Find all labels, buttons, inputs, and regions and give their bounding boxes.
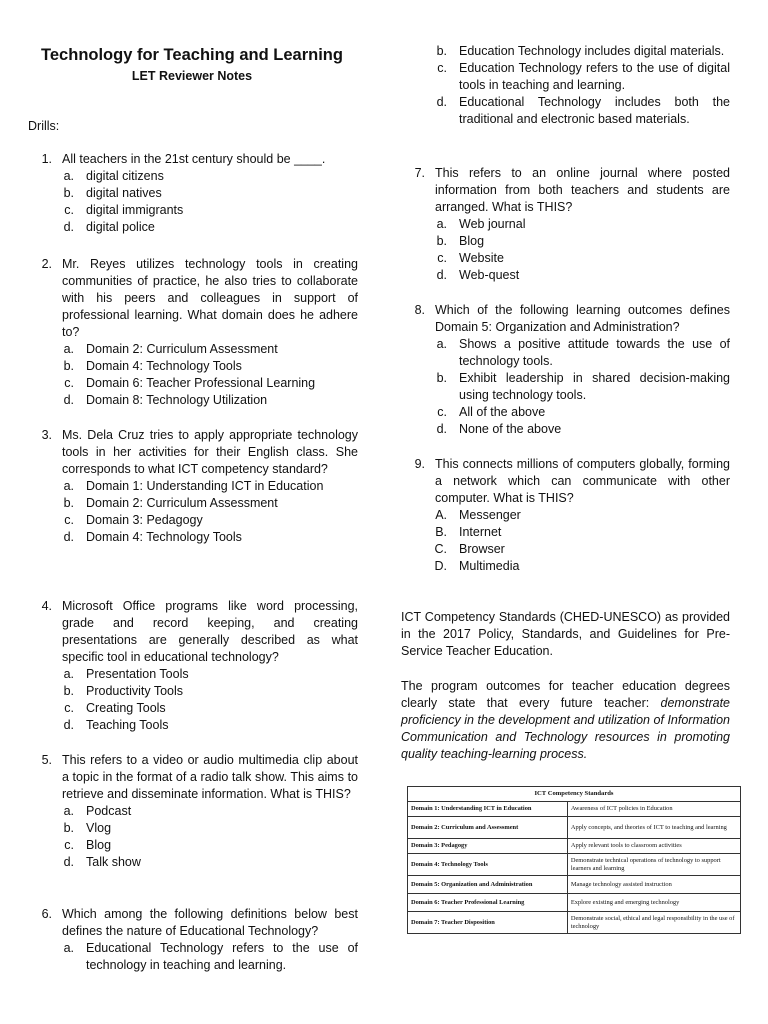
- question-text: Mr. Reyes utilizes technology tools in creating communities of practice, he also tries to collaborate with his peers and colleagues in support of professional learning. What domain does he adhere to?: [62, 257, 358, 339]
- option-letter: b.: [63, 821, 74, 835]
- answer-option: [28, 854, 358, 871]
- option-text: Creating Tools: [86, 701, 166, 715]
- answer-option: [28, 820, 358, 837]
- answer-option: [28, 358, 358, 375]
- ict-table-title: ICT Competency Standards: [408, 787, 741, 802]
- option-letter: d.: [436, 422, 447, 436]
- answer-option: [28, 529, 358, 546]
- domain-cell: Domain 4: Technology Tools: [408, 854, 568, 876]
- domain-cell: Domain 2: Curriculum and Assessment: [408, 817, 568, 839]
- question-2: [28, 256, 358, 409]
- option-letter: D.: [434, 559, 447, 573]
- question-text: This refers to an online journal where posted information from both teachers and students are arranged. What is THIS?: [435, 166, 730, 214]
- option-letter: b.: [63, 186, 74, 200]
- answer-option: [401, 250, 730, 267]
- option-letter: c.: [437, 251, 447, 265]
- program-outcomes-emphasis: demonstrate proficiency in the development and utilization of Information Communication and Technology resources in promoting quality teaching-learning process.: [401, 696, 730, 761]
- program-outcomes-paragraph: [401, 678, 730, 763]
- table-row: [408, 839, 741, 854]
- option-text: Domain 3: Pedagogy: [86, 513, 203, 527]
- answer-option: [401, 524, 730, 541]
- question-number: 6.: [41, 907, 52, 921]
- answer-option: [401, 336, 730, 370]
- option-letter: c.: [437, 61, 447, 75]
- option-text: Multimedia: [459, 559, 520, 573]
- question-number: 1.: [41, 152, 52, 166]
- option-text: Domain 2: Curriculum Assessment: [86, 496, 278, 510]
- option-letter: C.: [434, 542, 447, 556]
- option-letter: d.: [63, 855, 74, 869]
- answer-option: [28, 512, 358, 529]
- ict-competency-table: [407, 786, 741, 934]
- option-text: digital police: [86, 220, 155, 234]
- domain-cell: Domain 6: Teacher Professional Learning: [408, 894, 568, 912]
- answer-option: [401, 43, 730, 60]
- program-outcomes-text: The program outcomes for teacher education degrees clearly state that every future teacher:: [401, 679, 730, 710]
- option-text: Education Technology includes digital materials.: [459, 44, 725, 58]
- option-text: Presentation Tools: [86, 667, 189, 681]
- option-letter: a.: [63, 342, 74, 356]
- answer-option: [28, 837, 358, 854]
- description-cell: Awareness of ICT policies in Education: [567, 802, 740, 817]
- option-letter: d.: [63, 718, 74, 732]
- option-letter: c.: [64, 701, 74, 715]
- answer-option: [401, 421, 730, 438]
- description-cell: Apply concepts, and theories of ICT to teaching and learning: [567, 817, 740, 839]
- option-text: digital natives: [86, 186, 162, 200]
- option-text: Web journal: [459, 217, 526, 231]
- table-row: [408, 854, 741, 876]
- question-6-continued: [401, 43, 730, 128]
- option-text: Domain 4: Technology Tools: [86, 530, 242, 544]
- answer-option: [28, 683, 358, 700]
- question-text: Microsoft Office programs like word processing, grade and record keeping, and creating presentations are generally described as what specific tool in educational technology?: [62, 599, 358, 664]
- option-letter: c.: [64, 513, 74, 527]
- question-text: Which among the following definitions below best defines the nature of Educational Technology?: [62, 907, 358, 938]
- option-text: Educational Technology refers to the use of technology in teaching and learning.: [86, 941, 358, 972]
- option-text: Domain 8: Technology Utilization: [86, 393, 268, 407]
- option-letter: a.: [63, 804, 74, 818]
- question-text: This refers to a video or audio multimedia clip about a topic in the format of a radio talk show. This aims to retrieve and disseminate information. What is THIS?: [62, 753, 358, 801]
- option-letter: d.: [436, 268, 447, 282]
- option-text: Teaching Tools: [86, 718, 169, 732]
- answer-option: [28, 219, 358, 236]
- question-5: [28, 752, 358, 871]
- domain-cell: Domain 5: Organization and Administration: [408, 876, 568, 894]
- option-text: Vlog: [86, 821, 112, 835]
- answer-option: [401, 404, 730, 421]
- option-letter: a.: [63, 667, 74, 681]
- option-text: digital citizens: [86, 169, 164, 183]
- answer-option: [28, 185, 358, 202]
- option-text: Website: [459, 251, 504, 265]
- answer-option: [28, 803, 358, 820]
- question-number: 8.: [414, 303, 425, 317]
- option-letter: a.: [63, 479, 74, 493]
- answer-option: [401, 216, 730, 233]
- description-cell: Demonstrate technical operations of technology to support learners and learning: [567, 854, 740, 876]
- option-text: Domain 4: Technology Tools: [86, 359, 242, 373]
- question-number: 4.: [41, 599, 52, 613]
- option-letter: d.: [63, 393, 74, 407]
- option-text: Blog: [86, 838, 112, 852]
- option-letter: d.: [436, 95, 447, 109]
- answer-option: [28, 700, 358, 717]
- answer-option: [28, 495, 358, 512]
- option-text: Web-quest: [459, 268, 520, 282]
- table-row: [408, 876, 741, 894]
- question-number: 3.: [41, 428, 52, 442]
- question-4: [28, 598, 358, 734]
- question-6: [28, 906, 358, 974]
- option-letter: A.: [435, 508, 447, 522]
- question-1: [28, 151, 358, 236]
- question-number: 9.: [414, 457, 425, 471]
- option-text: None of the above: [459, 422, 562, 436]
- option-letter: c.: [437, 405, 447, 419]
- option-letter: b.: [436, 371, 447, 385]
- question-text: Which of the following learning outcomes defines Domain 5: Organization and Administration?: [435, 303, 730, 334]
- question-text: All teachers in the 21st century should be ____.: [62, 152, 326, 166]
- option-letter: b.: [436, 44, 447, 58]
- ict-standards-paragraph: ICT Competency Standards (CHED-UNESCO) as provided in the 2017 Policy, Standards, and Guidelines for Pre-Service Teacher Education.: [401, 610, 730, 658]
- option-text: digital immigrants: [86, 203, 184, 217]
- answer-option: [28, 666, 358, 683]
- option-text: All of the above: [459, 405, 546, 419]
- table-row: [408, 894, 741, 912]
- document-title: Technology for Teaching and Learning: [41, 46, 343, 64]
- answer-option: [401, 60, 730, 94]
- option-letter: d.: [63, 220, 74, 234]
- question-number: 7.: [414, 166, 425, 180]
- document-subtitle: LET Reviewer Notes: [131, 69, 253, 83]
- question-9: [401, 456, 730, 575]
- answer-option: [28, 940, 358, 974]
- question-number: 2.: [41, 257, 52, 271]
- question-text: This connects millions of computers globally, forming a network which can communicate with other computer. What is THIS?: [435, 457, 730, 505]
- option-text: Exhibit leadership in shared decision-making using technology tools.: [459, 371, 730, 402]
- option-text: Education Technology refers to the use of digital tools in teaching and learning.: [459, 61, 730, 92]
- question-8: [401, 302, 730, 438]
- option-letter: a.: [63, 169, 74, 183]
- description-cell: Manage technology assisted instruction: [567, 876, 740, 894]
- option-text: Browser: [459, 542, 505, 556]
- option-letter: d.: [63, 530, 74, 544]
- answer-option: [28, 717, 358, 734]
- option-letter: c.: [64, 203, 74, 217]
- answer-option: [401, 267, 730, 284]
- description-cell: Demonstrate social, ethical and legal responsibility in the use of technology: [567, 912, 740, 934]
- answer-option: [401, 507, 730, 524]
- option-text: Domain 2: Curriculum Assessment: [86, 342, 278, 356]
- option-letter: b.: [63, 359, 74, 373]
- option-letter: b.: [63, 684, 74, 698]
- question-text: Ms. Dela Cruz tries to apply appropriate technology tools in her activities for their English class. She corresponds to what ICT competency standard?: [62, 428, 358, 476]
- table-row: [408, 912, 741, 934]
- answer-option: [28, 392, 358, 409]
- option-letter: B.: [435, 525, 447, 539]
- answer-option: [28, 478, 358, 495]
- option-letter: a.: [436, 217, 447, 231]
- answer-option: [401, 94, 730, 128]
- option-letter: c.: [64, 838, 74, 852]
- question-7: [401, 165, 730, 284]
- option-text: Podcast: [86, 804, 132, 818]
- domain-cell: Domain 3: Pedagogy: [408, 839, 568, 854]
- answer-option: [401, 233, 730, 250]
- domain-cell: Domain 7: Teacher Disposition: [408, 912, 568, 934]
- option-letter: b.: [63, 496, 74, 510]
- answer-option: [28, 168, 358, 185]
- table-row: [408, 817, 741, 839]
- table-row: [408, 802, 741, 817]
- option-text: Blog: [459, 234, 485, 248]
- question-number: 5.: [41, 753, 52, 767]
- description-cell: Explore existing and emerging technology: [567, 894, 740, 912]
- option-text: Internet: [459, 525, 502, 539]
- option-text: Domain 6: Teacher Professional Learning: [86, 376, 316, 390]
- option-text: Talk show: [86, 855, 141, 869]
- answer-option: [28, 341, 358, 358]
- question-3: [28, 427, 358, 546]
- domain-cell: Domain 1: Understanding ICT in Education: [408, 802, 568, 817]
- option-letter: b.: [436, 234, 447, 248]
- answer-option: [401, 541, 730, 558]
- option-text: Shows a positive attitude towards the use of technology tools.: [459, 337, 730, 368]
- option-text: Domain 1: Understanding ICT in Education: [86, 479, 324, 493]
- drills-label: Drills:: [28, 119, 60, 133]
- option-text: Messenger: [459, 508, 521, 522]
- answer-option: [28, 375, 358, 392]
- option-letter: c.: [64, 376, 74, 390]
- answer-option: [401, 558, 730, 575]
- description-cell: Apply relevant tools to classroom activities: [567, 839, 740, 854]
- option-text: Educational Technology includes both the traditional and electronic based materials.: [459, 95, 730, 126]
- option-letter: a.: [436, 337, 447, 351]
- answer-option: [401, 370, 730, 404]
- option-text: Productivity Tools: [86, 684, 184, 698]
- option-letter: a.: [63, 941, 74, 955]
- answer-option: [28, 202, 358, 219]
